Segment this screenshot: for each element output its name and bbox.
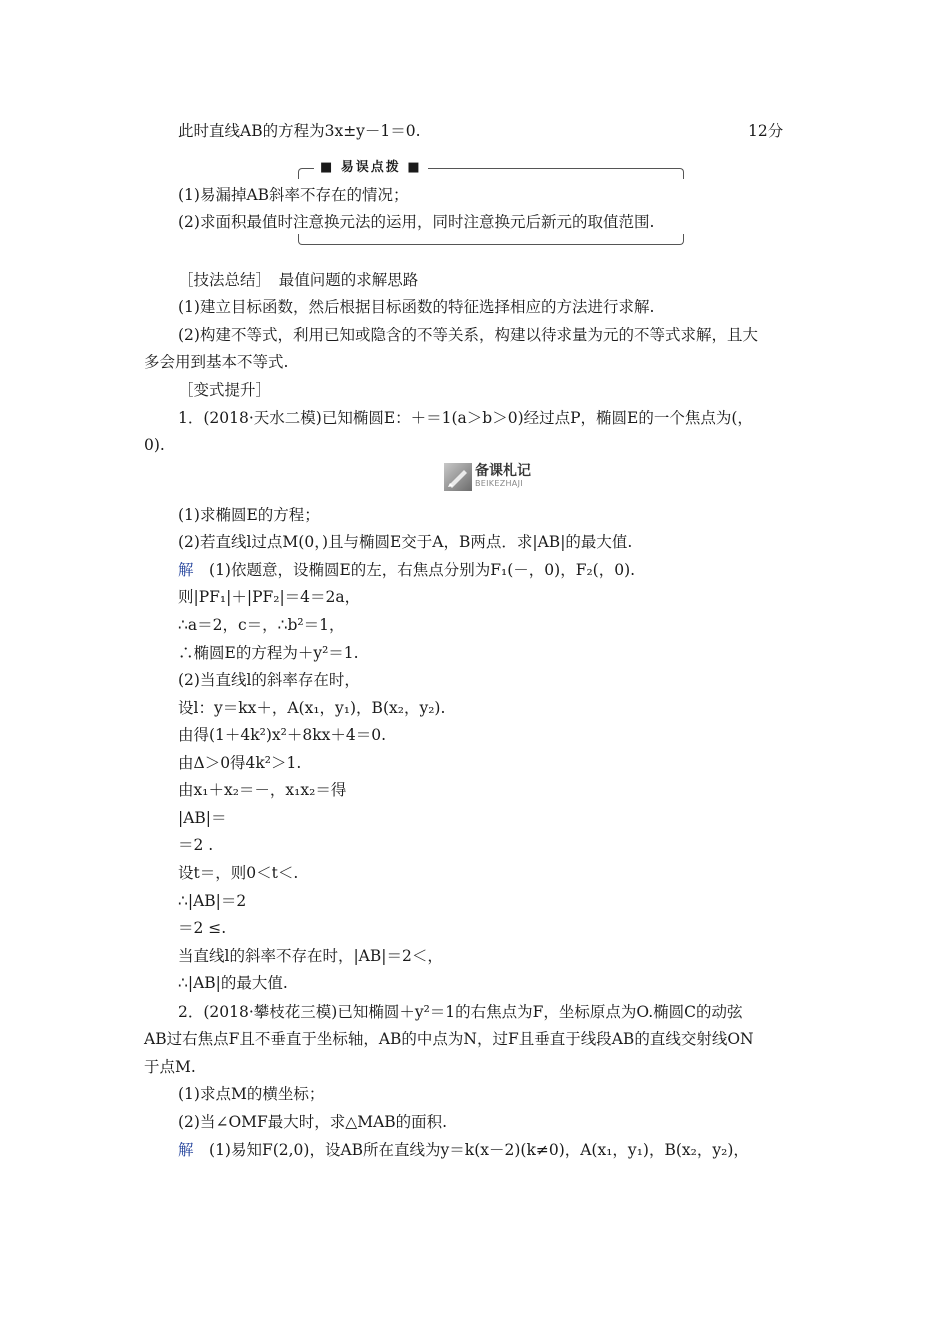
- notes-logo-icon: [444, 463, 472, 491]
- notes-logo-title: 备课札记: [475, 463, 531, 479]
- solution-line: |AB|＝: [178, 809, 227, 827]
- solution-line: 由得(1＋4k²)x²＋8kx＋4＝0.: [178, 726, 387, 744]
- question: (1)求点M的横坐标；: [178, 1085, 325, 1103]
- notes-logo: [444, 463, 536, 491]
- notes-logo-subtitle: BEIKEZHAJI: [475, 479, 523, 488]
- error-note-box: [298, 160, 684, 248]
- score-label: 12分: [748, 122, 784, 140]
- problem-2-statement: AB过右焦点F且不垂直于坐标轴，AB的中点为N，过F且垂直于线段AB的直线交射线ON: [144, 1030, 754, 1048]
- solution-line: 此时直线AB的方程为3x±y－1＝0.: [178, 122, 421, 140]
- note-item: (2)求面积最值时注意换元法的运用，同时注意换元后新元的取值范围.: [178, 213, 655, 231]
- summary-line: 多会用到基本不等式.: [144, 353, 289, 371]
- solution-line: ∴|AB|的最大值.: [178, 974, 288, 992]
- solution-line: ＝2 ≤.: [178, 919, 227, 937]
- solution-text: (1)依题意，设椭圆E的左，右焦点分别为F₁(－，0)，F₂(，0).: [193, 561, 636, 579]
- solution-label: 解: [178, 561, 194, 579]
- question: (1)求椭圆E的方程；: [178, 506, 320, 524]
- solution-line: ∴椭圆E的方程为＋y²＝1.: [178, 644, 359, 662]
- problem-2-statement: 2．(2018·攀枝花三模)已知椭圆＋y²＝1的右焦点为F，坐标原点为O.椭圆C的动弦: [178, 1003, 743, 1021]
- solution-line: ＝2 .: [178, 836, 214, 854]
- solution-line: ∴|AB|＝2: [178, 892, 247, 910]
- question: (2)当∠OMF最大时，求△MAB的面积.: [178, 1113, 448, 1131]
- note-bracket-bottom: [298, 234, 684, 245]
- problem-1-statement: 0).: [144, 436, 165, 454]
- solution-line: [178, 1140, 749, 1160]
- solution-line: 由x₁＋x₂＝－，x₁x₂＝得: [178, 781, 347, 799]
- solution-line: 由Δ＞0得4k²＞1.: [178, 754, 302, 772]
- problem-1-statement: 1．(2018·天水二模)已知椭圆E：＋＝1(a＞b＞0)经过点P，椭圆E的一个焦点为(，: [178, 409, 753, 427]
- summary-heading: ［技法总结］ 最值问题的求解思路: [178, 271, 419, 289]
- solution-line: [178, 560, 635, 580]
- note-item: (1)易漏掉AB斜率不存在的情况；: [178, 186, 409, 204]
- summary-line: (2)构建不等式，利用已知或隐含的不等关系，构建以待求量为元的不等式求解，且大: [178, 326, 758, 344]
- problem-2-statement: 于点M.: [144, 1058, 196, 1076]
- solution-line: 当直线l的斜率不存在时，|AB|＝2＜，: [178, 947, 443, 965]
- note-title: ■ 易误点拨 ■: [314, 158, 428, 178]
- solution-line: 设l：y＝kx＋，A(x₁，y₁)，B(x₂，y₂).: [178, 699, 446, 717]
- solution-line: ∴a＝2，c＝，∴b²＝1，: [178, 616, 345, 634]
- question: (2)若直线l过点M(0，)且与椭圆E交于A，B两点．求|AB|的最大值.: [178, 533, 633, 551]
- solution-line: (2)当直线l的斜率存在时，: [178, 671, 360, 689]
- variant-heading: ［变式提升］: [178, 381, 272, 399]
- solution-text: (1)易知F(2,0)，设AB所在直线为y＝k(x－2)(k≠0)，A(x₁，y₁)，B(x₂，y₂)，: [193, 1141, 749, 1159]
- solution-label: 解: [178, 1141, 194, 1159]
- solution-line: 设t＝，则0＜t＜.: [178, 864, 299, 882]
- solution-line: 则|PF₁|＋|PF₂|＝4＝2a，: [178, 588, 361, 606]
- summary-line: (1)建立目标函数，然后根据目标函数的特征选择相应的方法进行求解.: [178, 298, 655, 316]
